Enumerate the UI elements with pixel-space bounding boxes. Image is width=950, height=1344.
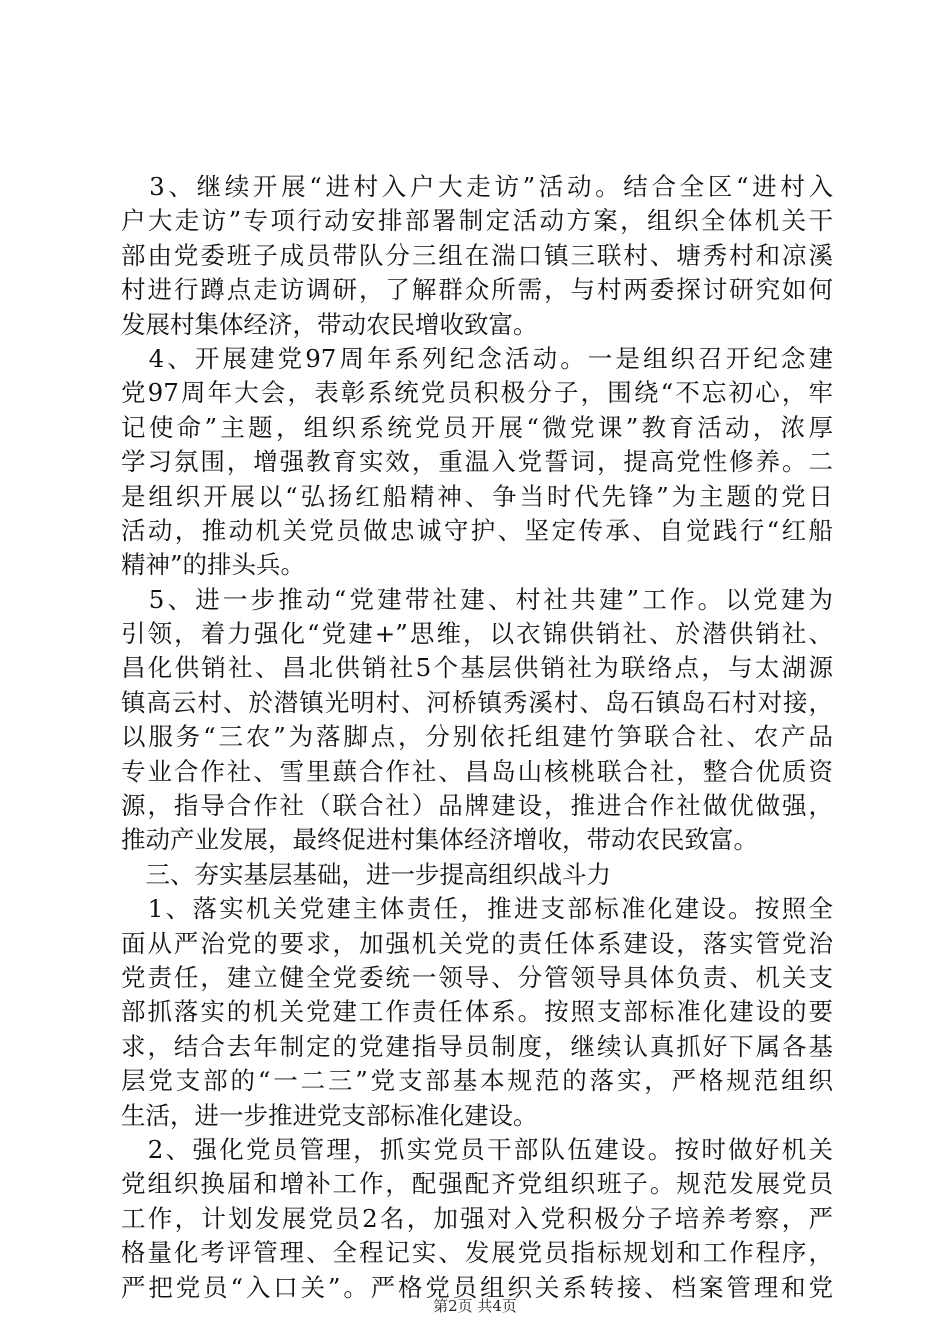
document-body [121, 170, 833, 1305]
text-line: 严把党员“入口关”。严格党员组织关系转接、档案管理和党 [121, 1272, 833, 1302]
text-line: 4、开展建党97周年系列纪念活动。一是组织召开纪念建 [121, 343, 833, 373]
page-footer: 第2页 共4页 [433, 1297, 517, 1315]
text-line: 党组织换届和增补工作，配强配齐党组织班子。规范发展党员 [121, 1169, 833, 1199]
text-line: 户大走访”专项行动安排部署制定活动方案，组织全体机关干 [121, 206, 833, 236]
text-line: 生活，进一步推进党支部标准化建设。 [121, 1100, 538, 1130]
text-line: 村进行蹲点走访调研，了解群众所需，与村两委探讨研究如何 [121, 275, 833, 305]
text-line: 昌化供销社、昌北供销社5个基层供销社为联络点，与太湖源 [121, 653, 833, 683]
text-line: 求，结合去年制定的党建指导员制度，继续认真抓好下属各基 [121, 1031, 833, 1061]
text-line: 3、继续开展“进村入户大走访”活动。结合全区“进村入 [121, 172, 833, 201]
text-line: 以服务“三农”为落脚点，分别依托组建竹笋联合社、农产品 [121, 722, 833, 752]
text-line: 推动产业发展，最终促进村集体经济增收，带动农民致富。 [121, 825, 758, 855]
text-line: 学习氛围，增强教育实效，重温入党誓词，提高党性修养。二 [121, 447, 833, 477]
text-line: 引领，着力强化“党建+”思维，以衣锦供销社、於潜供销社、 [121, 619, 833, 649]
text-line: 精神”的排头兵。 [121, 550, 306, 580]
text-line: 发展村集体经济，带动农民增收致富。 [121, 309, 538, 339]
text-line: 格量化考评管理、全程记实、发展党员指标规划和工作程序， [121, 1238, 833, 1268]
text-line: 党责任，建立健全党委统一领导、分管领导具体负责、机关支 [121, 962, 833, 992]
text-line: 面从严治党的要求，加强机关党的责任体系建设，落实管党治 [121, 928, 833, 958]
text-line: 2、强化党员管理，抓实党员干部队伍建设。按时做好机关 [121, 1134, 833, 1164]
text-line: 源，指导合作社（联合社）品牌建设，推进合作社做优做强， [121, 791, 833, 821]
text-line: 层党支部的“一二三”党支部基本规范的落实，严格规范组织 [121, 1066, 833, 1096]
text-line: 镇高云村、於潜镇光明村、河桥镇秀溪村、岛石镇岛石村对接， [121, 687, 833, 717]
text-line: 是组织开展以“弘扬红船精神、争当时代先锋”为主题的党日 [121, 481, 833, 511]
text-line: 党97周年大会，表彰系统党员积极分子，围绕“不忘初心，牢 [121, 378, 833, 408]
text-line: 1、落实机关党建主体责任，推进支部标准化建设。按照全 [121, 894, 833, 924]
text-line: 活动，推动机关党员做忠诚守护、坚定传承、自觉践行“红船 [121, 515, 833, 545]
text-line: 部抓落实的机关党建工作责任体系。按照支部标准化建设的要 [121, 997, 833, 1027]
text-line: 部由党委班子成员带队分三组在湍口镇三联村、塘秀村和凉溪 [121, 240, 833, 270]
text-line: 专业合作社、雪里蕻合作社、昌岛山核桃联合社，整合优质资 [121, 756, 833, 786]
text-line: 5、进一步推动“党建带社建、村社共建”工作。以党建为 [121, 584, 833, 614]
text-line: 记使命”主题，组织系统党员开展“微党课”教育活动，浓厚 [121, 412, 833, 442]
text-line: 三、夯实基层基础，进一步提高组织战斗力 [121, 859, 611, 889]
text-line: 工作，计划发展党员2名，加强对入党积极分子培养考察，严 [121, 1203, 833, 1233]
